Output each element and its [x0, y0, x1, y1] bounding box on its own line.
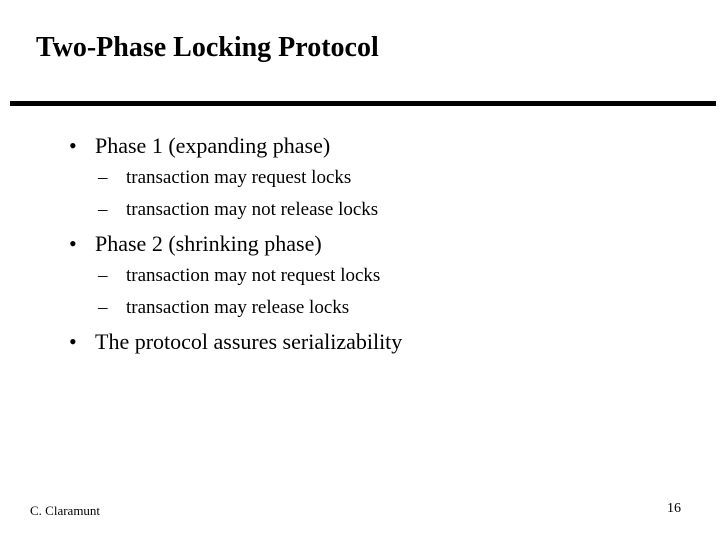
- bullet-text: The protocol assures serializability: [95, 329, 403, 354]
- bullet-item-phase-1: [64, 130, 684, 162]
- sub-list-phase-2: [64, 260, 684, 324]
- title-underline: [10, 101, 716, 106]
- sub-item-text: transaction may not request locks: [126, 265, 381, 286]
- dash-icon: –: [98, 297, 108, 318]
- sub-item: [64, 260, 684, 292]
- bullet-icon: •: [69, 231, 77, 256]
- bullet-item-phase-2: [64, 228, 684, 260]
- dash-icon: –: [98, 265, 108, 286]
- dash-icon: –: [98, 167, 108, 188]
- sub-item: [64, 292, 684, 324]
- dash-icon: –: [98, 199, 108, 220]
- bullet-item-serializability: [64, 326, 684, 358]
- page-number: 16: [667, 501, 681, 516]
- bullet-icon: •: [69, 329, 77, 354]
- bullet-icon: •: [69, 133, 77, 158]
- sub-item-text: transaction may release locks: [126, 297, 350, 318]
- sub-item-text: transaction may request locks: [126, 167, 352, 188]
- sub-item-text: transaction may not release locks: [126, 199, 379, 220]
- sub-item: [64, 162, 684, 194]
- bullet-text: Phase 1 (expanding phase): [95, 133, 331, 158]
- sub-list-phase-1: [64, 162, 684, 226]
- sub-item: [64, 194, 684, 226]
- slide-title: Two-Phase Locking Protocol: [36, 32, 379, 63]
- bullet-list: [64, 130, 684, 358]
- bullet-text: Phase 2 (shrinking phase): [95, 231, 322, 256]
- footer-author: C. Claramunt: [30, 503, 101, 518]
